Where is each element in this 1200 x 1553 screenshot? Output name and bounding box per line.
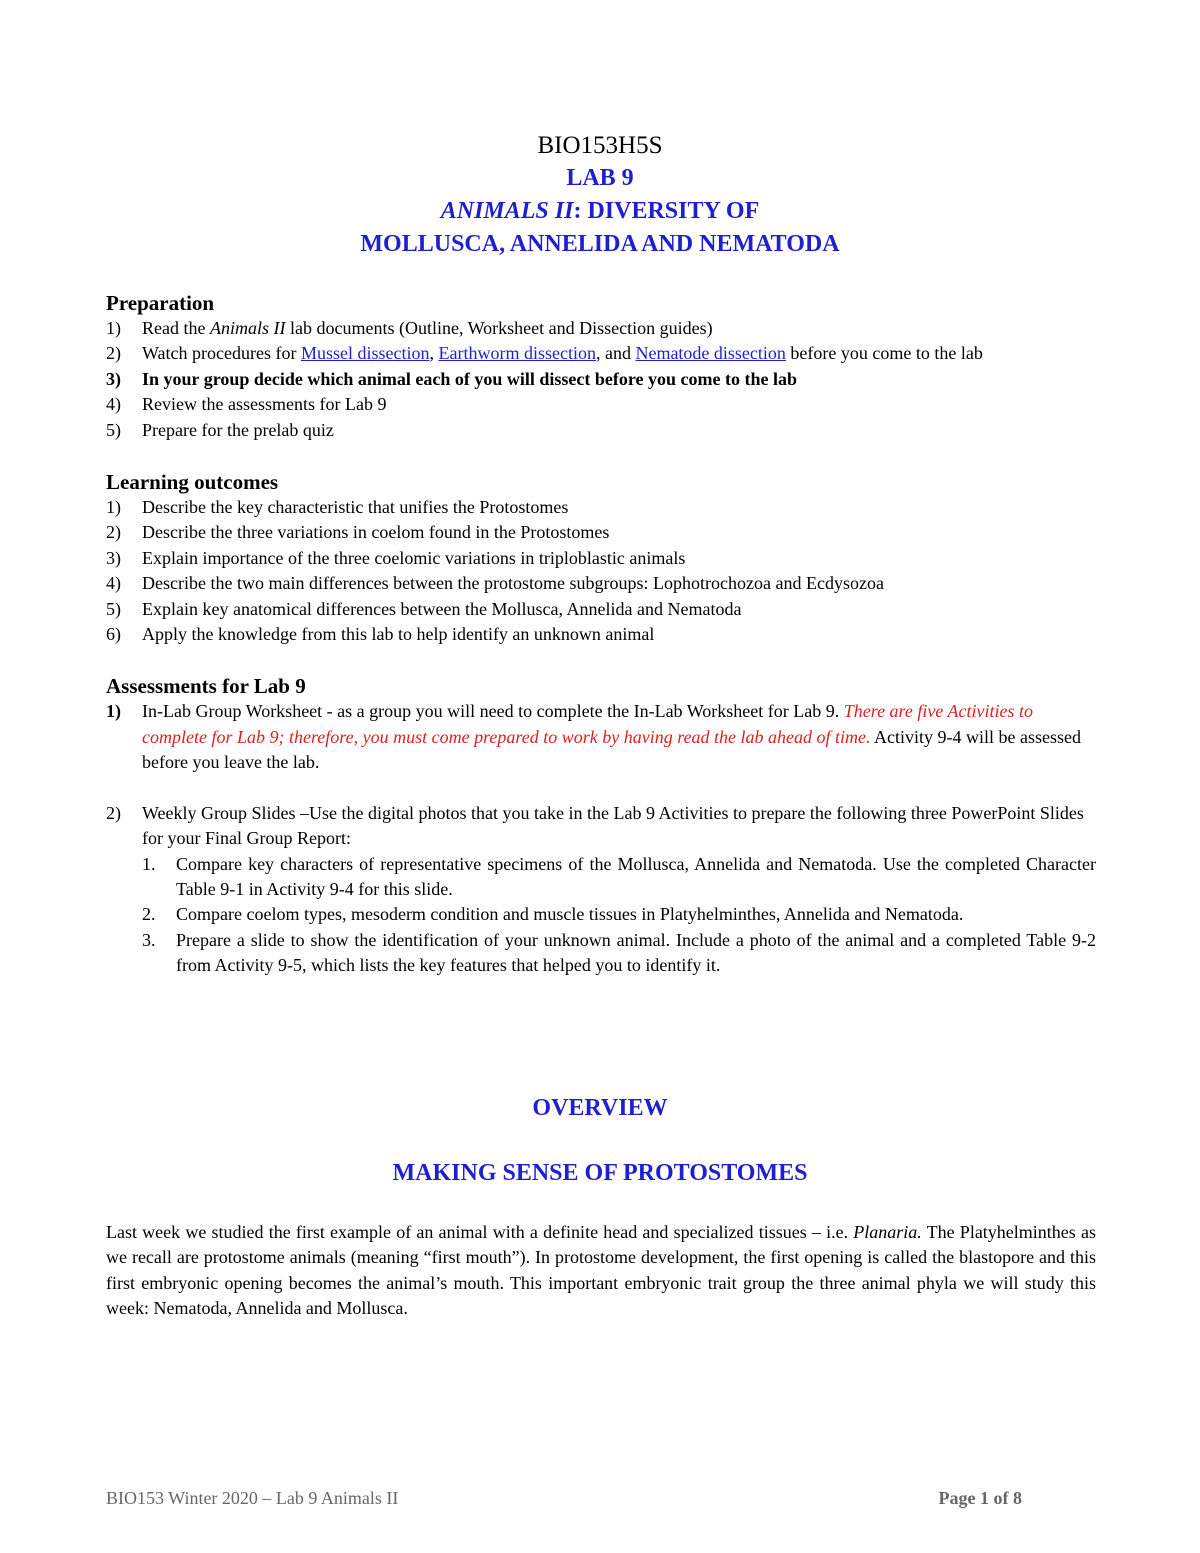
preparation-list	[106, 316, 1096, 443]
list-item	[106, 495, 1096, 520]
assessments-list	[106, 699, 1096, 978]
footer-course: BIO153 Winter 2020 – Lab 9 Animals II	[106, 1488, 399, 1508]
item-text: Watch procedures for	[142, 343, 301, 364]
item-text: ,	[429, 343, 439, 364]
item-text: Apply the knowledge from this lab to help identify an unknown animal	[142, 624, 655, 645]
item-number: 2.	[142, 904, 156, 925]
item-text: In-Lab Group Worksheet - as a group you will need to complete the In-Lab Worksheet for Lab 9.	[142, 701, 844, 722]
lab-title-line2: MOLLUSCA, ANNELIDA AND NEMATODA	[360, 231, 840, 257]
overview-paragraph	[106, 1220, 1096, 1322]
item-text: Describe the three variations in coelom found in the Protostomes	[142, 522, 610, 543]
lab-title-italic: ANIMALS II	[440, 198, 574, 224]
item-text: Read the	[142, 318, 210, 338]
paragraph-text: The Platyhelminthes as we recall are protostome animals (meaning “first mouth”). In protostome development, the first opening is called the blastopore and this first embryonic opening becomes the animal’s mouth. This important embryonic trait group the three animal phyla we will study this week: Nematoda, Annelida and Mollusca.	[106, 1222, 1096, 1319]
item-text: , and	[595, 343, 636, 364]
list-item	[106, 801, 1096, 979]
sublist-item	[142, 902, 1096, 927]
lab-number: LAB 9	[566, 165, 634, 191]
overview-heading: OVERVIEW	[532, 1095, 668, 1121]
item-number: 3.	[142, 929, 156, 950]
item-number: 3)	[106, 368, 121, 389]
item-number: 2)	[106, 802, 121, 823]
item-number: 4)	[106, 394, 121, 415]
list-item	[106, 392, 1096, 417]
list-item	[106, 571, 1096, 596]
list-item	[106, 597, 1096, 622]
lab-title-line1	[0, 195, 1200, 228]
mussel-dissection-link[interactable]: Mussel dissection	[300, 343, 430, 364]
course-code: BIO153H5S	[537, 132, 663, 159]
list-item	[106, 316, 1096, 341]
item-text: Describe the key characteristic that unifies the Protostomes	[142, 497, 569, 518]
learning-outcomes-list	[106, 495, 1096, 647]
nematode-dissection-link[interactable]: Nematode dissection	[635, 343, 786, 364]
item-text: Prepare for the prelab quiz	[142, 419, 334, 440]
footer-page-number: Page 1 of 8	[938, 1488, 1022, 1508]
item-text: Explain key anatomical differences between the Mollusca, Annelida and Nematoda	[142, 598, 742, 619]
item-number: 2)	[106, 343, 121, 364]
paragraph-text: Last week we studied the first example of an animal with a definite head and specialized tissues – i.e.	[106, 1222, 854, 1242]
list-item	[106, 520, 1096, 545]
sublist-item	[142, 928, 1096, 979]
item-italic: Animals II	[209, 318, 286, 338]
list-item	[106, 546, 1096, 571]
item-number: 1)	[106, 318, 121, 338]
item-text: Compare key characters of representative specimens of the Mollusca, Annelida and Nematoda. Use the completed Character Table 9-1 in Activity 9-4 for this slide.	[176, 853, 1096, 899]
assessments-heading: Assessments for Lab 9	[106, 674, 306, 699]
item-number: 5)	[106, 419, 121, 440]
title-block	[0, 130, 1200, 261]
item-text: Describe the two main differences between the protostome subgroups: Lophotrochozoa and Ecdysozoa	[142, 573, 884, 594]
slides-sublist	[142, 852, 1096, 979]
list-item	[106, 367, 1096, 392]
protostomes-heading: MAKING SENSE OF PROTOSTOMES	[392, 1160, 808, 1186]
item-number: 5)	[106, 598, 121, 619]
list-item	[106, 418, 1096, 443]
lab-title-rest: : DIVERSITY OF	[573, 198, 760, 224]
item-text: Activity 9-4 will be assessed before you leave the lab.	[142, 726, 1082, 773]
list-item	[106, 699, 1096, 775]
item-number: 2)	[106, 522, 121, 543]
item-text: Explain importance of the three coelomic variations in triploblastic animals	[142, 547, 686, 568]
item-number: 1)	[106, 497, 121, 518]
earthworm-dissection-link[interactable]: Earthworm dissection	[438, 343, 596, 364]
item-text: Compare coelom types, mesoderm condition and muscle tissues in Platyhelminthes, Annelida and Nematoda.	[176, 904, 964, 925]
item-number: 4)	[106, 573, 121, 594]
item-text: Weekly Group Slides –Use the digital photos that you take in the Lab 9 Activities to prepare the following three PowerPoint Slides for your Final Group Report:	[142, 802, 1084, 849]
main-content	[106, 290, 1096, 979]
item-number: 6)	[106, 624, 121, 645]
item-number: 1)	[106, 701, 121, 722]
paragraph-italic: Planaria.	[853, 1222, 922, 1242]
item-text: Review the assessments for Lab 9	[142, 394, 387, 415]
item-number: 3)	[106, 547, 121, 568]
list-item	[106, 622, 1096, 647]
learning-outcomes-heading: Learning outcomes	[106, 470, 279, 495]
item-text: lab documents (Outline, Worksheet and Dissection guides)	[285, 318, 713, 338]
sublist-item	[142, 852, 1096, 903]
item-warning-text: There are five Activities to complete for Lab 9; therefore, you must come prepared to work by having read the lab ahead of time.	[142, 701, 1034, 747]
preparation-heading: Preparation	[106, 291, 215, 315]
item-text: Prepare a slide to show the identification of your unknown animal. Include a photo of the animal and a completed Table 9-2 from Activity 9-5, which lists the key features that helped you to identify it.	[176, 929, 1096, 976]
item-text: before you come to the lab	[785, 343, 983, 364]
list-item	[106, 341, 1096, 366]
item-number: 1.	[142, 853, 156, 874]
item-text: In your group decide which animal each of you will dissect before you come to the lab	[142, 368, 798, 389]
